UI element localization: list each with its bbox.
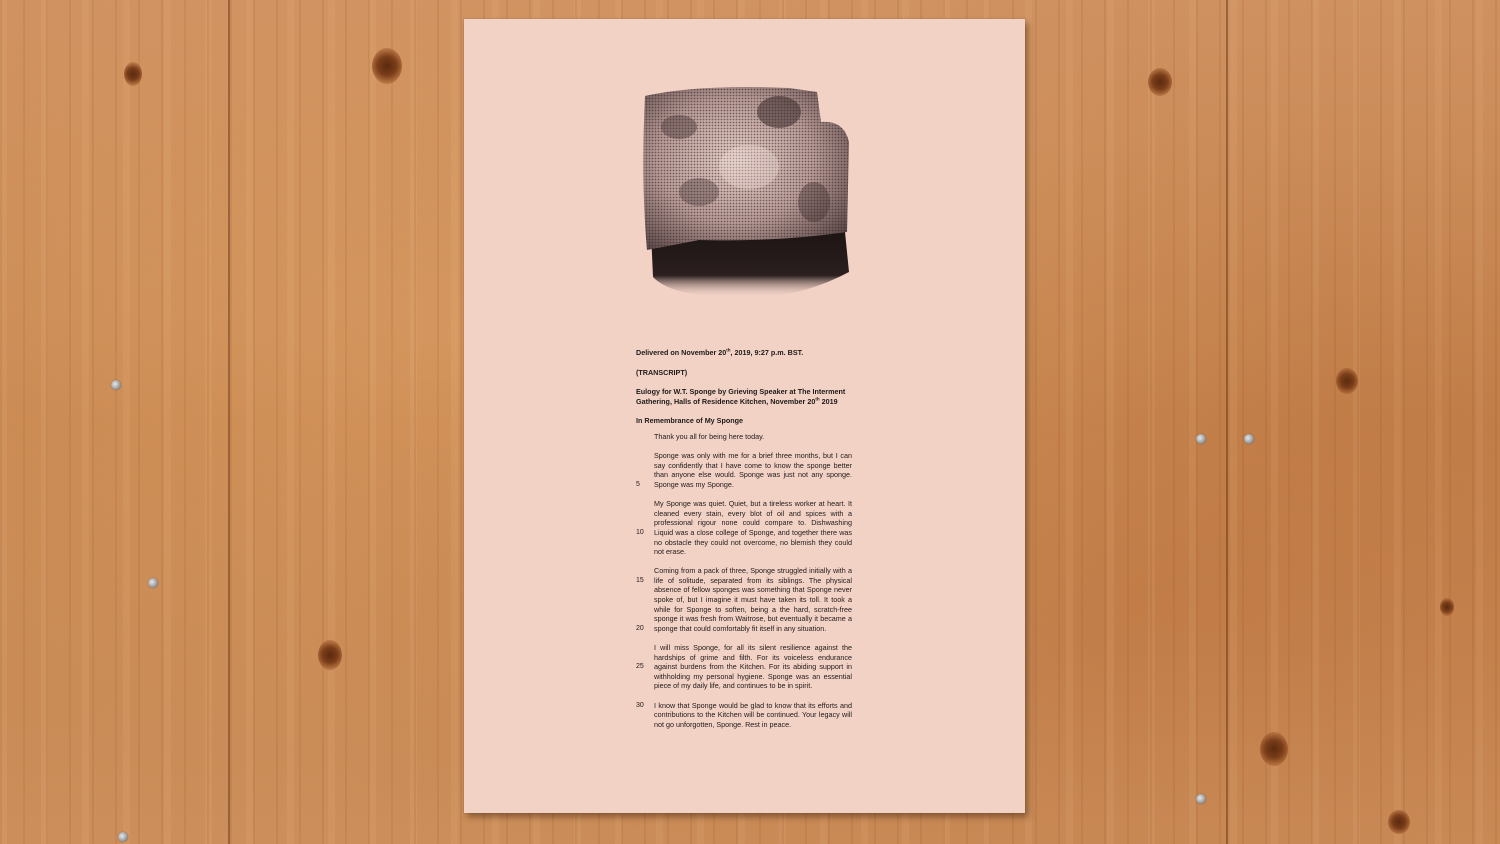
sponge-photo	[639, 82, 854, 304]
paragraph-text: My Sponge was quiet. Quiet, but a tireless worker at heart. It cleaned every stain, every blot of oil and spices with a professional rigour none could compare to. Dishwashing Liquid was a close college of Sponge, and together there was no obstacle they could not overcome, no blemish they could not erase.	[654, 499, 852, 557]
wood-knot	[318, 640, 342, 670]
eulogy-title-text: Eulogy for W.T. Sponge by Grieving Speaker at The Interment Gathering, Halls of Residence Kitchen, November 20	[636, 387, 846, 406]
eulogy-title	[636, 387, 852, 406]
screw	[111, 380, 121, 390]
wood-panel-seam	[228, 0, 230, 844]
line-number: 15	[636, 576, 644, 584]
line-number: 10	[636, 528, 644, 536]
paragraph	[636, 499, 852, 557]
line-number: 25	[636, 663, 644, 671]
line-number: 5	[636, 480, 640, 488]
paragraph-text: Sponge was only with me for a brief three months, but I can say confidently that I have come to know the sponge better than anyone else would. Sponge was just not any sponge. Sponge was my Sponge.	[654, 451, 852, 489]
delivery-date	[636, 348, 852, 358]
paragraph-text: I know that Sponge would be glad to know that its efforts and contributions to the Kitchen will be continued. Your legacy will not go unforgotten, Sponge. Rest in peace.	[654, 700, 852, 729]
wood-knot	[1148, 68, 1172, 96]
printed-sheet	[464, 19, 1025, 813]
paragraph-text: Thank you all for being here today.	[654, 431, 765, 441]
paragraph	[636, 432, 852, 442]
wood-knot	[372, 48, 402, 84]
wood-knot	[124, 62, 142, 86]
wood-knot	[1260, 732, 1288, 766]
eulogy-title-ordinal: th	[815, 396, 820, 402]
wood-knot	[1440, 598, 1454, 616]
wood-knot	[1336, 368, 1358, 394]
screw	[1244, 434, 1254, 444]
delivery-date-ordinal: th	[726, 347, 731, 353]
line-number: 20	[636, 624, 644, 632]
paragraph-text: Coming from a pack of three, Sponge struggled initially with a life of solitude, separated from its siblings. The physical absence of fellow sponges was something that Sponge never spoke of, but I imagine it must have taken its toll. It took a while for Sponge to soften, being a the hard, scratch-free sponge it was fresh from Waitrose, but eventually it became a sponge that could comfortably fit itself in any situation.	[654, 566, 852, 633]
paragraph	[636, 451, 852, 489]
eulogy-title-year: 2019	[819, 396, 838, 406]
section-heading: In Remembrance of My Sponge	[636, 416, 744, 426]
screw	[1196, 434, 1206, 444]
paragraph	[636, 566, 852, 633]
eulogy-transcript	[636, 348, 852, 739]
paragraph-text: I will miss Sponge, for all its silent resilience against the hardships of grime and filth. For its voiceless endurance against burdens from the Kitchen. For its abiding support in withholding my personal hygiene. Sponge was an essential piece of my daily life, and continues to be in spirit.	[654, 643, 852, 691]
screw	[1196, 794, 1206, 804]
paragraph	[636, 643, 852, 691]
line-number: 30	[636, 701, 644, 709]
delivery-date-time: , 2019, 9:27 p.m. BST.	[730, 348, 804, 357]
screw	[118, 832, 128, 842]
paragraph	[636, 701, 852, 730]
transcript-label: (TRANSCRIPT)	[636, 367, 688, 377]
delivery-date-text: Delivered on November 20	[636, 348, 727, 357]
screw	[148, 578, 158, 588]
wood-knot	[1388, 810, 1410, 834]
wood-panel-seam	[1226, 0, 1228, 844]
